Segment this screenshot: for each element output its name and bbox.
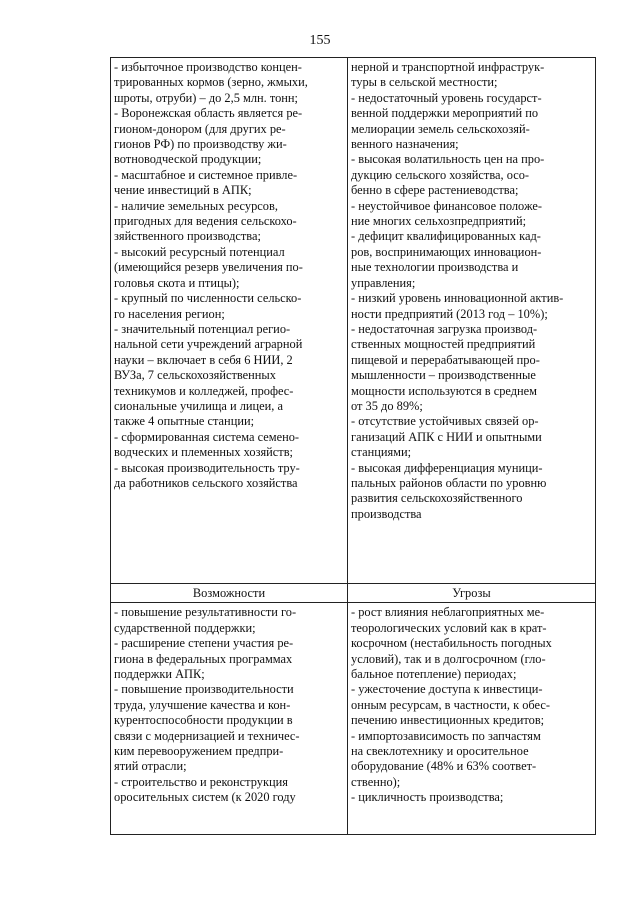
page-number: 155 bbox=[309, 33, 331, 48]
weaknesses-item: - недостаточная загрузка производ- ственных мощностей предприятий пищевой и перерабатывающей про- мышленности – производственные мощности используются в среднем от 35 до 89%; bbox=[351, 321, 540, 413]
weaknesses-item: - отсутствие устойчивых связей ор- ганизаций АПК с НИИ и опытными станциями; bbox=[351, 414, 542, 460]
swot-table bbox=[110, 57, 596, 835]
threats-item: - рост влияния неблагоприятных ме- теорологических условий как в крат- косрочном (нестабильность погодных условий), так и в долгосрочном (гло- бальное потепление) периодах; bbox=[351, 605, 552, 682]
strengths-cell bbox=[111, 58, 348, 584]
table-row-top bbox=[111, 58, 596, 584]
strengths-item: - крупный по численности сельско- го населения регион; bbox=[114, 291, 302, 321]
opportunities-item: - повышение результативности го- сударственной поддержки; bbox=[114, 605, 297, 635]
weaknesses-item: - недостаточный уровень государст- венной поддержки мероприятий по мелиорации земель сельскохозяй- венного назначения; bbox=[351, 90, 542, 152]
opportunities-header: Возможности bbox=[111, 584, 348, 603]
strengths-item: - высокая производительность тру- да работников сельского хозяйства bbox=[114, 460, 300, 490]
strengths-item: - избыточное производство концен- трированных кормов (зерно, жмыхи, шроты, отруби) – до 2,5 млн. тонн; bbox=[114, 60, 308, 105]
strengths-item: - масштабное и системное привле- чение инвестиций в АПК; bbox=[114, 167, 298, 198]
threats-item: - импортозависимость по запчастям на свеклотехнику и оросительное оборудование (48% и 63% соответ- ственно); bbox=[351, 728, 541, 789]
threats-item: - ужесточение доступа к инвестици- онным ресурсам, в частности, к обес- печению инвестиционных кредитов; bbox=[351, 682, 550, 728]
threats-cell bbox=[348, 603, 596, 835]
weaknesses-item: - высокая волатильность цен на про- дукцию сельского хозяйства, осо- бенно в сфере растениеводства; bbox=[351, 152, 545, 198]
opportunities-cell bbox=[111, 603, 348, 835]
strengths-item: - высокий ресурсный потенциал (имеющийся резерв увеличения по- головья скота и птицы); bbox=[114, 244, 303, 290]
table-row-headers bbox=[111, 584, 596, 603]
strengths-item: - сформированная система семено- водческих и племенных хозяйств; bbox=[114, 429, 300, 460]
threats-header: Угрозы bbox=[348, 584, 596, 603]
strengths-item: - значительный потенциал регио- нальной сети учреждений аграрной науки – включает в себя 6 НИИ, 2 ВУЗа, 7 сельскохозяйственных техникумов и колледжей, профес- сиональные училища и лицеи, а также 4 опытные станции; bbox=[114, 321, 303, 429]
opportunities-item: - повышение производительности труда, улучшение качества и кон- курентоспособности продукции в связи с модернизацией и техничес- ким перевооружением предпри- ятий отрасли; bbox=[114, 682, 300, 774]
opportunities-item: - строительство и реконструкция оросительных систем (к 2020 году bbox=[114, 774, 296, 805]
opportunities-item: - расширение степени участия ре- гиона в федеральных программах поддержки АПК; bbox=[114, 636, 294, 682]
strengths-item: - наличие земельных ресурсов, пригодных для ведения сельскохо- зяйственного производства; bbox=[114, 198, 297, 244]
weaknesses-item: - дефицит квалифицированных кад- ров, воспринимающих инновацион- ные технологии производства и управления; bbox=[351, 229, 542, 290]
weaknesses-item: нерной и транспортной инфраструк- туры в сельской местности; bbox=[351, 60, 545, 90]
weaknesses-item: - высокая дифференциация муници- пальных районов области по уровню развития сельскохозяйственного производства bbox=[351, 460, 547, 521]
table-row-bottom bbox=[111, 603, 596, 835]
threats-item: - цикличность производства; bbox=[351, 790, 504, 805]
weaknesses-item: - неустойчивое финансовое положе- ние многих сельхозпредприятий; bbox=[351, 198, 542, 229]
strengths-item: - Воронежская область является ре- гионом-донором (для других ре- гионов РФ) по производству жи- вотноводческой продукции; bbox=[114, 106, 303, 167]
weaknesses-item: - низкий уровень инновационной актив- ности предприятий (2013 год – 10%); bbox=[351, 291, 564, 321]
weaknesses-cell bbox=[348, 58, 596, 584]
